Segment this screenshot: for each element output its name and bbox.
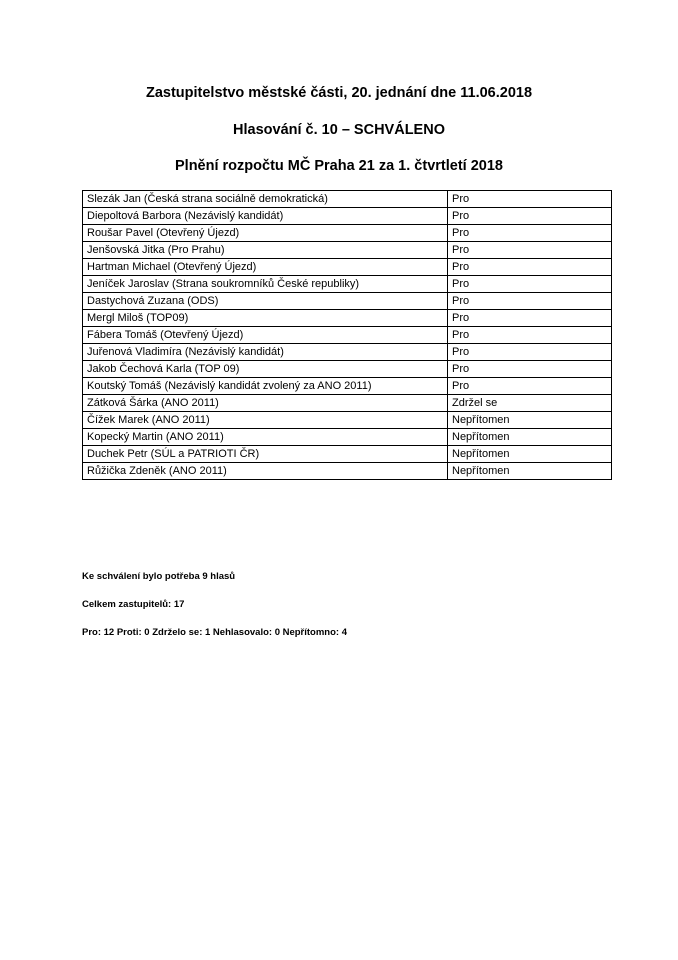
table-row <box>83 259 612 276</box>
member-name: Kopecký Martin (ANO 2011) <box>83 429 448 446</box>
member-vote: Pro <box>448 276 612 293</box>
vote-title: Hlasování č. 10 – SCHVÁLENO <box>233 122 445 138</box>
member-name: Diepoltová Barbora (Nezávislý kandidát) <box>83 208 448 225</box>
table-row <box>83 276 612 293</box>
member-vote: Pro <box>448 225 612 242</box>
member-vote: Pro <box>448 259 612 276</box>
table-row <box>83 361 612 378</box>
member-vote: Nepřítomen <box>448 429 612 446</box>
table-row <box>83 191 612 208</box>
table-row <box>83 412 612 429</box>
member-name: Zátková Šárka (ANO 2011) <box>83 395 448 412</box>
table-row <box>83 327 612 344</box>
member-name: Juřenová Vladimíra (Nezávislý kandidát) <box>83 344 448 361</box>
table-row <box>83 225 612 242</box>
member-vote: Pro <box>448 310 612 327</box>
table-row <box>83 446 612 463</box>
member-vote: Pro <box>448 191 612 208</box>
table-row <box>83 293 612 310</box>
member-vote: Nepřítomen <box>448 446 612 463</box>
member-name: Jenšovská Jitka (Pro Prahu) <box>83 242 448 259</box>
member-vote: Nepřítomen <box>448 412 612 429</box>
member-vote: Pro <box>448 242 612 259</box>
member-name: Mergl Miloš (TOP09) <box>83 310 448 327</box>
vote-subject: Plnění rozpočtu MČ Praha 21 za 1. čtvrtletí 2018 <box>175 158 503 174</box>
member-vote: Pro <box>448 208 612 225</box>
member-vote: Pro <box>448 293 612 310</box>
member-name: Roušar Pavel (Otevřený Újezd) <box>83 225 448 242</box>
member-name: Dastychová Zuzana (ODS) <box>83 293 448 310</box>
table-row <box>83 429 612 446</box>
member-name: Slezák Jan (Česká strana sociálně demokratická) <box>83 191 448 208</box>
member-vote: Nepřítomen <box>448 463 612 480</box>
vote-results: Pro: 12 Proti: 0 Zdrželo se: 1 Nehlasovalo: 0 Nepřítomno: 4 <box>82 627 348 638</box>
table-row <box>83 344 612 361</box>
member-name: Hartman Michael (Otevřený Újezd) <box>83 259 448 276</box>
member-name: Fábera Tomáš (Otevřený Újezd) <box>83 327 448 344</box>
member-vote: Pro <box>448 378 612 395</box>
table-row <box>83 310 612 327</box>
table-row <box>83 463 612 480</box>
member-vote: Pro <box>448 327 612 344</box>
member-name: Jeníček Jaroslav (Strana soukromníků České republiky) <box>83 276 448 293</box>
member-vote: Zdržel se <box>448 395 612 412</box>
required-votes: Ke schválení bylo potřeba 9 hlasů <box>82 571 236 582</box>
member-name: Jakob Čechová Karla (TOP 09) <box>83 361 448 378</box>
table-row <box>83 395 612 412</box>
member-vote: Pro <box>448 361 612 378</box>
table-row <box>83 208 612 225</box>
member-name: Koutský Tomáš (Nezávislý kandidát zvolený za ANO 2011) <box>83 378 448 395</box>
member-name: Duchek Petr (SÚL a PATRIOTI ČR) <box>83 446 448 463</box>
member-name: Růžička Zdeněk (ANO 2011) <box>83 463 448 480</box>
session-title: Zastupitelstvo městské části, 20. jednání dne 11.06.2018 <box>145 85 533 101</box>
table-row <box>83 378 612 395</box>
table-row <box>83 242 612 259</box>
total-members: Celkem zastupitelů: 17 <box>82 599 185 610</box>
member-name: Čížek Marek (ANO 2011) <box>83 412 448 429</box>
member-vote: Pro <box>448 344 612 361</box>
votes-table <box>82 190 612 480</box>
